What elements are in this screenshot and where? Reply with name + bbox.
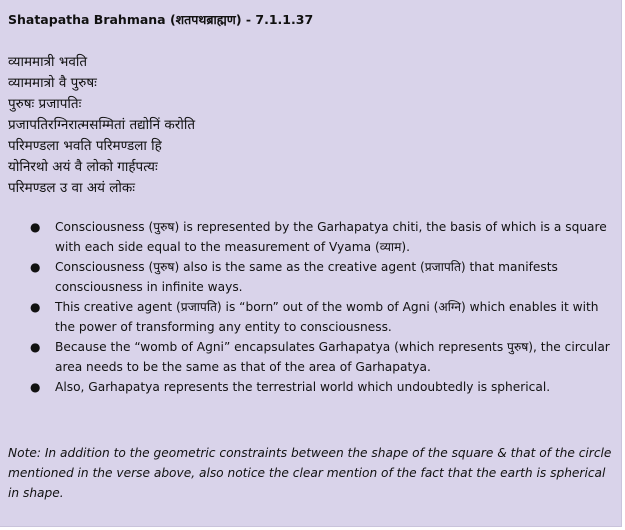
bullet-icon: ● [30, 300, 41, 314]
sanskrit-verse [8, 52, 195, 199]
list-item [30, 297, 615, 337]
verse-line: पुरुषः प्रजापतिः [8, 96, 82, 112]
list-item-text: Also, Garhapatya represents the terrestrial world which undoubtedly is spherical. [55, 380, 551, 394]
list-item [30, 257, 615, 297]
bullet-icon: ● [30, 380, 41, 394]
bullet-icon: ● [30, 220, 41, 234]
list-item [30, 337, 615, 377]
verse-line: परिमण्डल उ वा अयं लोकः [8, 180, 136, 196]
bullet-icon: ● [30, 340, 41, 354]
verse-line: प्रजापतिरग्निरात्मसम्मितां तद्योनिं करोति [8, 117, 196, 133]
list-item-text: Consciousness (पुरुष) is represented by the Garhapatya chiti, the basis of which is a square with each side equal to the measurement of Vyama (व्याम). [55, 220, 607, 254]
list-item-text: Because the “womb of Agni” encapsulates Garhapatya (which represents पुरुष), the circular area needs to be the same as that of the area of Garhapatya. [55, 340, 610, 374]
verse-line: योनिरथो अयं वै लोको गार्हपत्यः [8, 159, 158, 175]
list-item-text: This creative agent (प्रजापति) is “born” out of the womb of Agni (अग्नि) which enables it with the power of transforming any entity to consciousness. [55, 300, 599, 334]
list-item [30, 377, 615, 397]
page-title: Shatapatha Brahmana (शतपथब्राह्मण) - 7.1.1.37 [8, 12, 314, 27]
explanation-list [30, 217, 615, 397]
list-item-text: Consciousness (पुरुष) also is the same as the creative agent (प्रजापति) that manifests consciousness in infinite ways. [55, 260, 558, 294]
verse-line: व्याममात्री भवति [8, 54, 88, 70]
list-item [30, 217, 615, 257]
bullet-icon: ● [30, 260, 41, 274]
verse-line: परिमण्डला भवति परिमण्डला हि [8, 138, 162, 154]
note-paragraph: Note: In addition to the geometric constraints between the shape of the square & that of the circle mentioned in the verse above, also notice the clear mention of the fact that the earth is spherical in shape. [8, 446, 612, 500]
verse-line: व्याममात्रो वै पुरुषः [8, 75, 97, 91]
